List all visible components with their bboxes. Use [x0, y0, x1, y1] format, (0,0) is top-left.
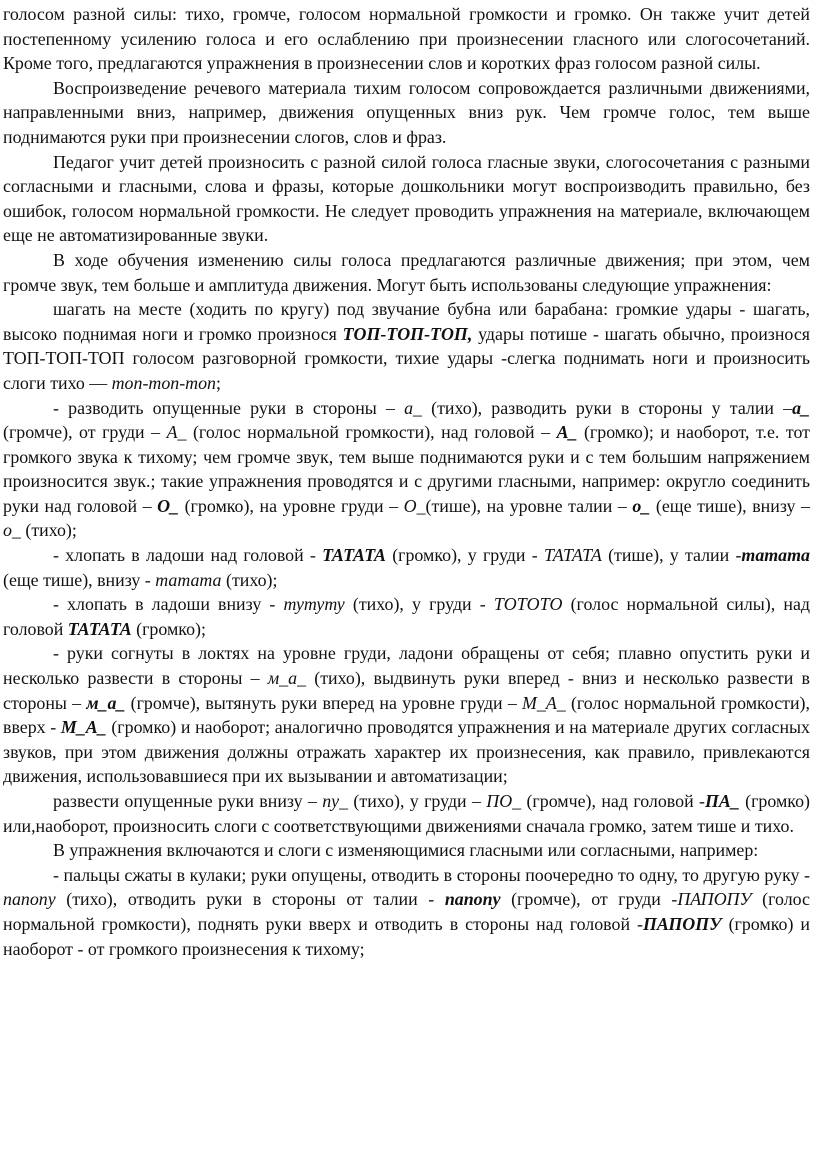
text-run: (громко); и наоборот, т.е. тот громкого звука к тихому; чем громче звук, тем выше поднимаются руки и с тем большим напряжением произносится звук.; такие упражнения проводятся и с другими гласными, например: округло соединить руки над головой –: [3, 422, 810, 516]
text-run: (тихо), выдвинуть руки вперед - вниз и несколько развести в стороны –: [3, 668, 810, 713]
text-run: Педагог учит детей произносить с разной силой голоса гласные звуки, слогосочетания с разными согласными и гласными, слова и фразы, которые дошкольники могут воспроизводить правильно, без ошибок, голосом нормальной громкости. Не следует проводить упражнения на материале, включающем еще не автоматизированные звуки.: [3, 151, 810, 246]
text-run: (громко), у груди -: [385, 545, 544, 566]
italic-run: М_А_: [522, 692, 566, 713]
text-run: ;: [216, 372, 221, 393]
text-run: (громко) и наоборот; аналогично проводятся упражнения и на материале других согласных звуков, при этом движения должны отражать характер их произнесения, как правило, привлекаются движения, использовавшиеся при их вызывании и автоматизации;: [3, 717, 810, 787]
text-run: (голос нормальной силы), над головой: [3, 594, 810, 639]
text-run: (тихо), разводить руки в стороны у талии –: [421, 397, 793, 418]
paragraph-7: [3, 543, 810, 592]
text-run: - разводить опущенные руки в стороны –: [53, 397, 405, 418]
text-run: (тихо);: [221, 569, 278, 590]
italic-run: пу_: [322, 791, 349, 811]
paragraph-12: [3, 863, 810, 961]
text-run: (тихо);: [20, 520, 77, 541]
emphasis-run: м_а_: [86, 692, 126, 713]
emphasis-run: М_А_: [60, 717, 107, 738]
text-run: (тише), на уровне талии –: [425, 495, 633, 516]
emphasis-run: ТАТАТА: [322, 545, 386, 566]
text-run: (тихо), у груди -: [344, 594, 494, 615]
paragraph-2: [3, 76, 810, 150]
text-run: (тише), у талии -: [601, 545, 742, 566]
text-run: удары потише - шагать обычно, произнося ТОП-ТОП-ТОП голосом разговорной громкости, тихие удары -слегка поднимать ноги и произносить слоги тихо —: [3, 323, 810, 393]
paragraph-6: [3, 396, 810, 544]
text-run: - пальцы сжаты в кулаки; руки опущены, отводить в стороны поочередно то одну, то другую руку -: [53, 864, 810, 885]
italic-run: м_а_: [267, 668, 307, 689]
emphasis-run: папопу: [444, 889, 501, 910]
italic-run: ПО_: [486, 791, 522, 811]
italic-run: ПАПОПУ: [677, 889, 752, 910]
text-run: (еще тише), внизу –: [650, 495, 810, 516]
paragraph-4: [3, 248, 810, 297]
text-run: - руки согнуты в локтях на уровне груди, ладони обращены от себя; плавно опустить руки и несколько развести в стороны –: [3, 643, 810, 689]
text-run: развести опущенные руки внизу –: [53, 791, 323, 811]
emphasis-run: О_: [157, 495, 180, 516]
paragraph-8: [3, 592, 810, 641]
text-run: (громче), над головой -: [521, 791, 705, 811]
text-run: (голос нормальной громкости), над головой –: [186, 422, 557, 443]
italic-run: о_: [3, 520, 21, 541]
emphasis-run: ТОП-ТОП-ТОП,: [342, 323, 473, 344]
text-run: Воспроизведение речевого материала тихим голосом сопровождается различными движениями, направленными вниз, например, движения опущенных вниз рук. Чем громче голос, тем выше поднимаются руки при произнесении слогов, слов и фраз.: [3, 77, 810, 147]
text-run: (громче), вытянуть руки вперед на уровне груди –: [125, 692, 522, 713]
emphasis-run: ПА_: [704, 791, 740, 811]
text-run: В ходе обучения изменению силы голоса предлагаются различные движения; при этом, чем громче звук, тем больше и амплитуда движения. Могут быть использованы следующие упражнения:: [3, 249, 810, 295]
text-run: (тихо), у груди –: [348, 791, 487, 811]
text-run: В упражнения включаются и слоги с изменяющимися гласными или согласными, например:: [53, 840, 759, 861]
paragraph-9: [3, 641, 810, 789]
italic-run: тутуту: [283, 594, 345, 615]
paragraph-3: [3, 150, 810, 248]
text-run: голосом разной силы: тихо, громче, голосом нормальной громкости и громко. Он также учит детей постепенному усилению голоса и его ослаблению при произнесении гласного или слогосочетаний. Кроме того, предлагаются упражнения в произнесении слов и коротких фраз голосом разной силы.: [3, 4, 810, 74]
emphasis-run: А_: [556, 422, 578, 443]
paragraph-1: [3, 2, 810, 76]
italic-run: О_: [403, 495, 426, 516]
text-run: (тихо), отводить руки в стороны от талии -: [55, 889, 445, 910]
text-run: (громче), от груди -: [500, 889, 678, 910]
text-run: (громко), на уровне груди –: [179, 495, 404, 516]
text-run: (голос нормальной громкости), поднять руки вверх и отводить в стороны над головой -: [3, 889, 810, 934]
paragraph-10: [3, 789, 810, 838]
paragraph-5: [3, 297, 810, 395]
italic-run: А_: [166, 422, 187, 443]
text-run: (еще тише), внизу -: [3, 569, 156, 590]
text-run: (громко) и наоборот - от громкого произнесения к тихому;: [3, 913, 810, 959]
text-run: - хлопать в ладоши внизу -: [53, 594, 284, 615]
italic-run: а_: [404, 397, 422, 418]
text-run: (громко);: [131, 618, 206, 639]
text-run: - хлопать в ладоши над головой -: [53, 545, 323, 566]
italic-run: ТОТОТО: [493, 594, 563, 615]
paragraph-11: [3, 838, 810, 863]
italic-run: топ-топ-топ: [111, 372, 216, 393]
emphasis-run: ПАПОПУ: [642, 913, 722, 934]
emphasis-run: ТАТАТА: [67, 618, 132, 639]
italic-run: татата: [155, 569, 222, 590]
text-run: шагать на месте (ходить по кругу) под звучание бубна или барабана: громкие удары - шагать, высоко поднимая ноги и громко произнося: [3, 299, 810, 344]
emphasis-run: татата: [741, 545, 810, 566]
italic-run: ТАТАТА: [543, 545, 602, 566]
italic-run: папопу: [3, 889, 56, 910]
text-run: (громко) или,наоборот, произносить слоги с соответствующими движениями сначала громко, затем тише и тихо.: [3, 791, 810, 836]
emphasis-run: о_: [632, 495, 651, 516]
emphasis-run: а_: [792, 397, 810, 418]
text-run: (голос нормальной громкости), вверх -: [3, 692, 810, 738]
text-run: (громче), от груди –: [3, 422, 167, 443]
